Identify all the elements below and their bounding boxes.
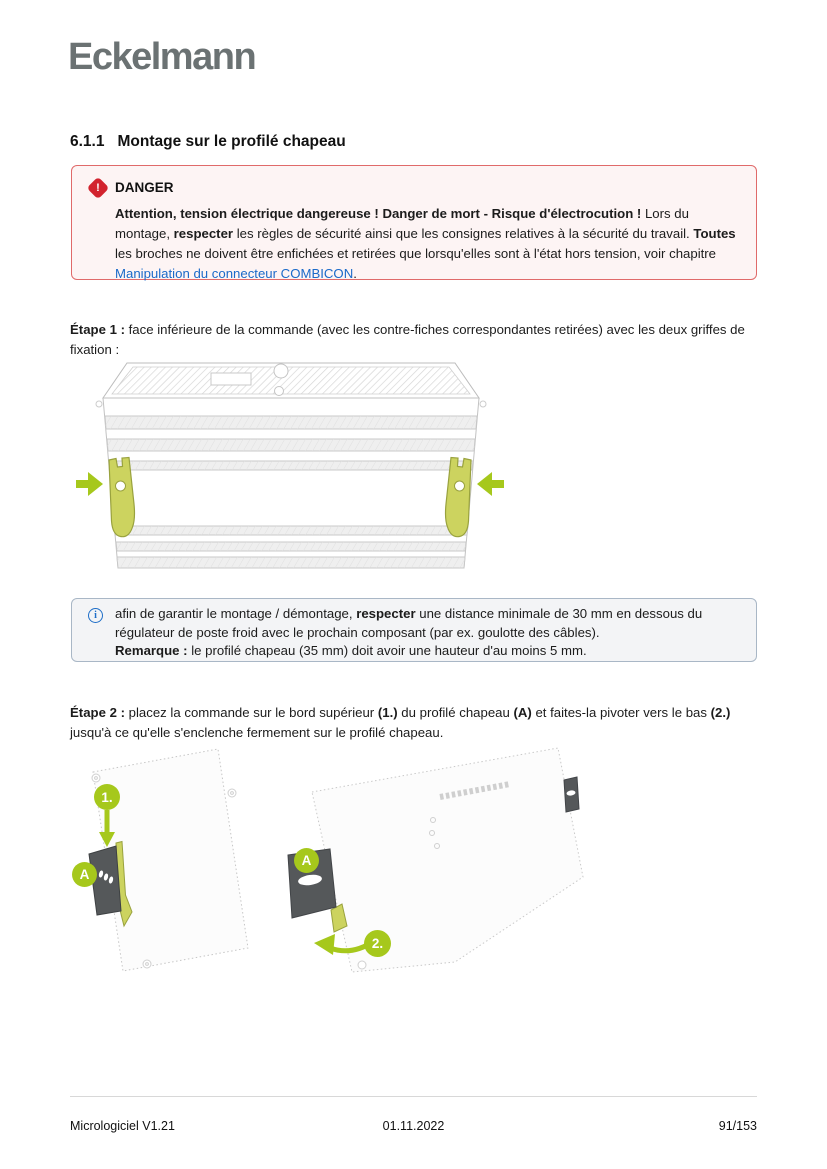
footer-firmware-version: Micrologiciel V1.21 [70, 1119, 175, 1133]
footer-page-number: 91/153 [718, 1119, 757, 1133]
info-icon: i [88, 608, 103, 623]
step2-label: Étape 2 : [70, 705, 125, 721]
section-heading [70, 133, 346, 151]
warning-diamond-icon: ! [87, 177, 110, 200]
danger-text: Attention, tension électrique dangereuse ! Danger de mort - Risque d'électrocution ! Lors du montage, respecter les règles de sécurité ainsi que les consignes relatives à la sécurité du travail. Toutes les broches ne doivent être enfichées et retirées que lorsqu'elles sont à l'état hors tension, voir chapitre Manipulation du connecteur COMBICON. [115, 206, 736, 281]
step2-paragraph: Étape 2 : placez la commande sur le bord supérieur (1.) du profilé chapeau (A) et faites-la pivoter vers le bas (2.) jusqu'à ce qu'elle s'enclenche fermement sur le profilé chapeau. [70, 705, 731, 741]
section-title: Montage sur le profilé chapeau [117, 133, 346, 150]
arrow-right-icon [477, 472, 504, 496]
fixing-clip-left [109, 458, 135, 537]
danger-notice-box [71, 165, 757, 280]
marker-step-1: 1. [94, 784, 120, 810]
din-rail-right [564, 777, 579, 812]
remark-label: Remarque : [115, 643, 188, 659]
eckelmann-logo: Eckelmann [68, 36, 256, 78]
footer-divider [70, 1096, 757, 1097]
combicon-chapter-link[interactable]: Manipulation du connecteur COMBICON [115, 266, 354, 281]
marker-step-2: 2. [364, 930, 391, 957]
section-number: 6.1.1 [70, 133, 105, 150]
mount-step1-figure [70, 740, 255, 990]
arrow-left-icon [76, 472, 103, 496]
step1-paragraph: Étape 1 : face inférieure de la commande (avec les contre-fiches correspondantes retirées) avec les deux griffes de fixation : [70, 322, 745, 358]
info-text: afin de garantir le montage / démontage, respecter une distance minimale de 30 mm en dessous du régulateur de poste froid avec le prochain composant (par ex. goulotte des câbles). Remarque : le profilé chapeau (35 mm) doit avoir une hauteur d'au moins 5 mm. [115, 606, 703, 659]
controller-underside-figure [75, 358, 505, 573]
danger-bold-lead: Attention, tension électrique dangereuse ! Danger de mort - Risque d'électrocution ! [115, 206, 642, 221]
footer-date: 01.11.2022 [382, 1119, 445, 1133]
info-notice-box [71, 598, 757, 662]
marker-rail-a-right: A [294, 848, 319, 873]
danger-label: DANGER [115, 180, 174, 195]
fixing-clip-right [446, 458, 472, 537]
step1-label: Étape 1 : [70, 322, 125, 338]
mount-step2-figure [270, 730, 615, 988]
marker-rail-a-left: A [72, 862, 97, 887]
